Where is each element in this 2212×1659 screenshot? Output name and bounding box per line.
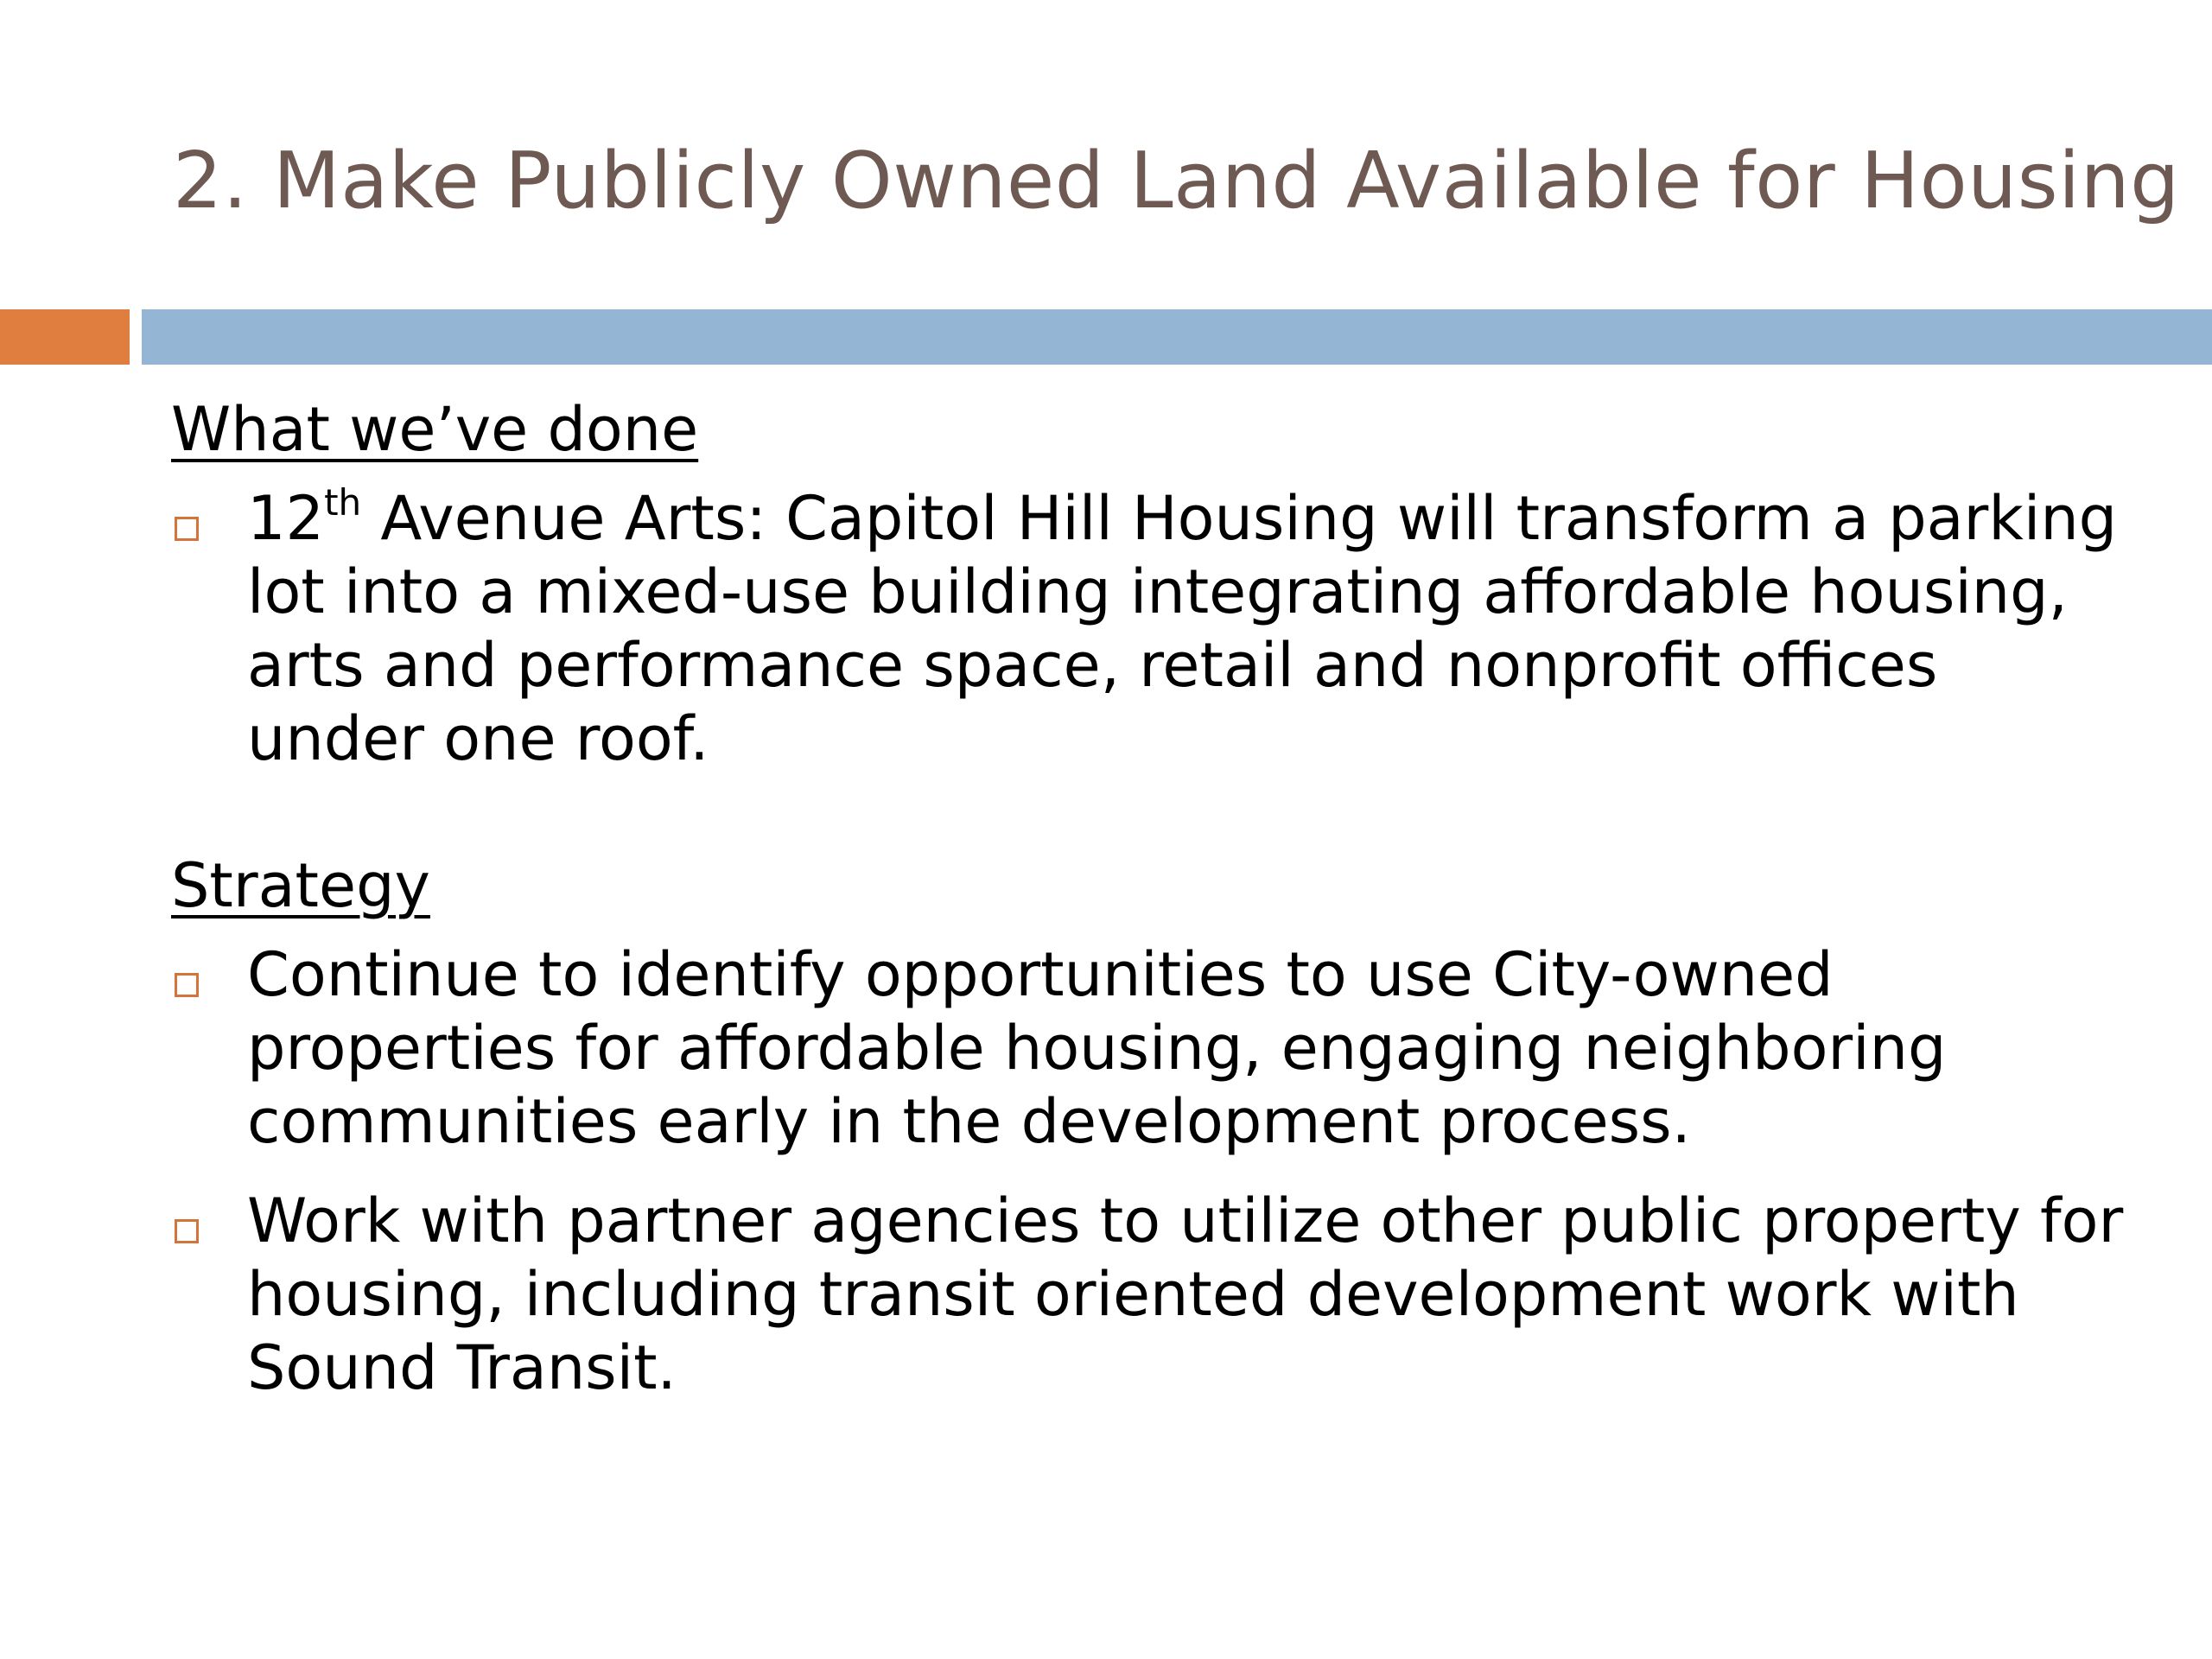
title-divider-bar	[142, 309, 2212, 365]
square-bullet-icon	[175, 517, 199, 541]
bullet-text	[247, 483, 2117, 774]
square-bullet-icon	[175, 1219, 199, 1243]
bullet-text: Work with partner agencies to utilize other public property for housing, including transit oriented development work with Sound Transit.	[247, 1185, 2124, 1403]
bullet-text-prefix: 12	[247, 483, 325, 554]
bullet-text-body: Avenue Arts: Capitol Hill Housing will transform a parking lot into a mixed-use building integrating affordable housing, arts and performance space, retail and nonprofit offices under one roof.	[247, 483, 2118, 774]
slide-title: 2. Make Publicly Owned Land Available for Housing	[173, 136, 2180, 226]
section-heading-what-weve-done: What we’ve done	[171, 394, 699, 465]
bullet-text-superscript: th	[324, 481, 362, 524]
section-heading-strategy: Strategy	[171, 850, 430, 921]
bullet-item	[171, 1185, 2124, 1405]
bullet-text: Continue to identify opportunities to use City-owned properties for affordable housing, engaging neighboring communities early in the development process.	[247, 939, 1947, 1157]
bullet-item	[171, 482, 2124, 776]
slide-body	[171, 389, 2124, 1405]
square-bullet-icon	[175, 973, 199, 997]
title-accent-bar	[0, 309, 130, 365]
bullet-item	[171, 938, 2124, 1159]
